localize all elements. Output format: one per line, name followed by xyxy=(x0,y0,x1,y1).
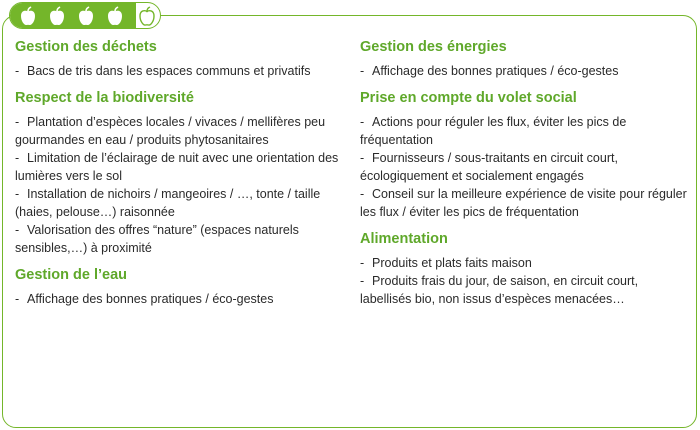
list-item: - Valorisation des offres “nature” (espaces naturels sensibles,…) à proximité xyxy=(15,223,299,255)
section-title: Gestion des déchets xyxy=(15,39,157,55)
list-item: - Actions pour réguler les flux, éviter les pics de fréquentation xyxy=(360,115,627,147)
section-title: Prise en compte du volet social xyxy=(360,90,577,106)
apple-icon xyxy=(105,6,125,27)
list-item-text: Produits et plats faits maison xyxy=(372,256,532,270)
section-gestion-eau xyxy=(15,266,340,308)
list-item: - Conseil sur la meilleure expérience de visite pour réguler les flux / éviter les pics de fréquentation xyxy=(360,187,687,219)
section-title: Gestion des énergies xyxy=(360,39,507,55)
list-item: - Plantation d’espèces locales / vivaces / mellifères peu gourmandes en eau / produits phytosanitaires xyxy=(15,115,326,147)
list-item: - Limitation de l’éclairage de nuit avec une orientation des lumières vers le sol xyxy=(15,151,339,183)
section-volet-social xyxy=(360,89,690,221)
list-item-text: Fournisseurs / sous-traitants en circuit court, écologiquement et socialement engagés xyxy=(360,151,618,183)
list-item-text: Limitation de l’éclairage de nuit avec une orientation des lumières vers le sol xyxy=(15,151,339,183)
section-alimentation xyxy=(360,230,690,308)
list-item-text: Valorisation des offres “nature” (espaces naturels sensibles,…) à proximité xyxy=(15,223,299,255)
list-item-text: Installation de nichoirs / mangeoires / …, tonte / taille (haies, pelouse…) raisonnée xyxy=(15,187,321,219)
apple-outline-icon xyxy=(137,6,157,27)
list-item-text: Affichage des bonnes pratiques / éco-gestes xyxy=(27,292,274,306)
list-item-text: Bacs de tris dans les espaces communs et privatifs xyxy=(27,64,311,78)
section-title: Alimentation xyxy=(360,231,448,247)
list-item-text: Conseil sur la meilleure expérience de visite pour réguler les flux / éviter les pics de fréquentation xyxy=(360,187,687,219)
list-item: - Affichage des bonnes pratiques / éco-gestes xyxy=(15,292,274,306)
apple-icon xyxy=(47,6,67,27)
list-item-text: Affichage des bonnes pratiques / éco-gestes xyxy=(372,64,619,78)
apple-icon xyxy=(76,6,96,27)
section-title: Respect de la biodiversité xyxy=(15,90,194,106)
list-item: - Installation de nichoirs / mangeoires / …, tonte / taille (haies, pelouse…) raisonnée xyxy=(15,187,321,219)
list-item-text: Plantation d’espèces locales / vivaces / mellifères peu gourmandes en eau / produits phytosanitaires xyxy=(15,115,326,147)
section-title: Gestion de l’eau xyxy=(15,267,127,283)
list-item: - Fournisseurs / sous-traitants en circuit court, écologiquement et socialement engagés xyxy=(360,151,618,183)
apple-icon xyxy=(18,6,38,27)
section-gestion-energies xyxy=(360,38,690,80)
list-item: - Bacs de tris dans les espaces communs et privatifs xyxy=(15,64,311,78)
list-item-text: Produits frais du jour, de saison, en circuit court, labellisés bio, non issus d’espèces menacées… xyxy=(360,274,639,306)
left-column xyxy=(15,38,340,308)
list-item: - Affichage des bonnes pratiques / éco-gestes xyxy=(360,64,619,78)
right-column xyxy=(360,38,690,308)
section-biodiversite xyxy=(15,89,340,257)
list-item: - Produits frais du jour, de saison, en circuit court, labellisés bio, non issus d’espèces menacées… xyxy=(360,274,639,306)
list-item-text: Actions pour réguler les flux, éviter les pics de fréquentation xyxy=(360,115,627,147)
section-gestion-dechets xyxy=(15,38,340,80)
list-item: - Produits et plats faits maison xyxy=(360,256,532,270)
rating-badge xyxy=(9,2,161,29)
